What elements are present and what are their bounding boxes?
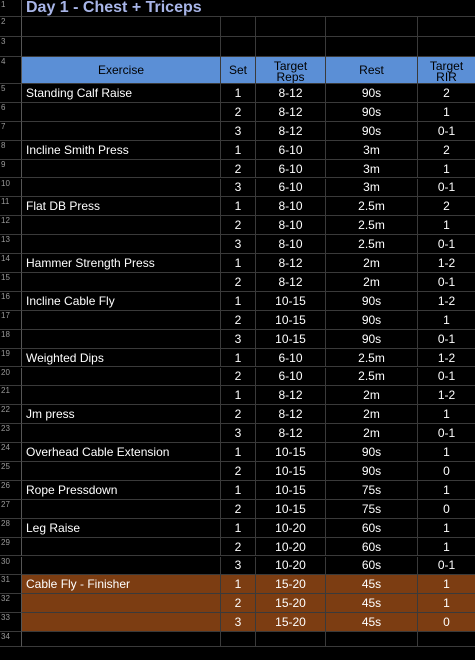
exercise-cell[interactable] [22,368,221,387]
exercise-cell[interactable]: Rope Pressdown [22,481,221,500]
target-reps-cell[interactable]: 10-15 [256,500,326,519]
cell[interactable] [418,632,475,647]
row-number[interactable]: 8 [0,141,22,160]
target-rir-cell[interactable]: 1-2 [418,254,475,273]
set-cell[interactable]: 1 [221,349,256,368]
row-number[interactable]: 22 [0,405,22,424]
row-number[interactable]: 5 [0,84,22,103]
target-rir-cell[interactable]: 1-2 [418,292,475,311]
header-set-label: Set [228,63,247,77]
row-number[interactable]: 10 [0,179,22,198]
header-set[interactable] [221,57,256,84]
row-number[interactable]: 19 [0,349,22,368]
exercise-cell[interactable]: Incline Cable Fly [22,292,221,311]
set-cell[interactable]: 2 [221,594,256,613]
row-number[interactable]: 30 [0,557,22,576]
target-rir-cell[interactable]: 1 [418,311,475,330]
target-reps-cell[interactable]: 6-10 [256,368,326,387]
rest-cell[interactable]: 90s [326,462,418,481]
set-cell[interactable]: 2 [221,405,256,424]
target-reps-cell[interactable]: 10-20 [256,519,326,538]
table-row [0,575,475,594]
table-row [0,311,475,330]
set-cell[interactable]: 1 [221,141,256,160]
rest-cell[interactable]: 45s [326,575,418,594]
header-row [0,57,475,84]
target-rir-cell[interactable]: 0-1 [418,122,475,141]
exercise-cell[interactable] [22,462,221,481]
table-row [0,405,475,424]
target-reps-cell[interactable]: 10-15 [256,481,326,500]
set-cell[interactable]: 1 [221,292,256,311]
target-rir-cell[interactable]: 2 [418,197,475,216]
table-row [0,557,475,576]
set-cell[interactable]: 2 [221,216,256,235]
row-number[interactable]: 12 [0,216,22,235]
row-number[interactable]: 20 [0,368,22,387]
row-number[interactable]: 27 [0,500,22,519]
table-row [0,179,475,198]
row-number[interactable]: 28 [0,519,22,538]
target-reps-cell[interactable]: 8-12 [256,103,326,122]
row-number[interactable]: 14 [0,254,22,273]
row-number[interactable]: 29 [0,538,22,557]
target-reps-cell[interactable]: 8-12 [256,386,326,405]
table-row [0,368,475,387]
rest-cell[interactable]: 3m [326,160,418,179]
sheet-title[interactable]: Day 1 - Chest + Triceps [22,0,475,17]
table-row [0,197,475,216]
set-cell[interactable]: 2 [221,538,256,557]
rest-cell[interactable]: 2.5m [326,216,418,235]
rest-cell[interactable]: 60s [326,538,418,557]
target-reps-cell[interactable]: 10-15 [256,443,326,462]
header-target-reps-line2: Reps [276,69,305,84]
set-cell[interactable]: 2 [221,311,256,330]
cell[interactable] [418,37,475,57]
table-row [0,462,475,481]
rest-cell[interactable]: 75s [326,481,418,500]
set-cell[interactable]: 2 [221,160,256,179]
row-number[interactable]: 31 [0,575,22,594]
exercise-cell[interactable]: Cable Fly - Finisher [22,575,221,594]
cell[interactable] [221,37,256,57]
target-rir-cell[interactable]: 1 [418,519,475,538]
table-row [0,519,475,538]
rest-cell[interactable]: 2.5m [326,349,418,368]
header-target-reps[interactable] [256,57,326,84]
target-reps-cell[interactable]: 6-10 [256,160,326,179]
header-exercise-label: Exercise [97,63,144,77]
rest-cell[interactable]: 2.5m [326,368,418,387]
set-cell[interactable]: 3 [221,179,256,198]
rest-cell[interactable]: 2m [326,254,418,273]
set-cell[interactable]: 2 [221,273,256,292]
set-cell[interactable]: 1 [221,575,256,594]
header-target-rir[interactable] [418,57,475,84]
target-rir-cell[interactable]: 0-1 [418,273,475,292]
target-rir-cell[interactable]: 1-2 [418,386,475,405]
cell[interactable] [22,632,221,647]
target-reps-cell[interactable]: 8-12 [256,405,326,424]
target-reps-cell[interactable]: 8-10 [256,216,326,235]
table-row [0,216,475,235]
row-number[interactable]: 4 [0,57,22,84]
row-number[interactable]: 13 [0,235,22,254]
target-rir-cell[interactable]: 2 [418,141,475,160]
exercise-cell[interactable]: Hammer Strength Press [22,254,221,273]
exercise-cell[interactable] [22,500,221,519]
exercise-cell[interactable] [22,235,221,254]
exercise-cell[interactable] [22,273,221,292]
target-reps-cell[interactable]: 10-20 [256,538,326,557]
target-rir-cell[interactable]: 0-1 [418,330,475,349]
exercise-cell[interactable]: Weighted Dips [22,349,221,368]
exercise-cell[interactable]: Standing Calf Raise [22,84,221,103]
row-number[interactable]: 11 [0,197,22,216]
exercise-cell[interactable] [22,311,221,330]
cell[interactable] [221,632,256,647]
target-rir-cell[interactable]: 2 [418,84,475,103]
table-row [0,292,475,311]
target-rir-cell[interactable]: 1 [418,103,475,122]
header-target-rir-line1: Target [429,58,464,73]
rest-cell[interactable]: 2.5m [326,197,418,216]
target-rir-cell[interactable]: 1 [418,481,475,500]
row-number[interactable]: 16 [0,292,22,311]
target-rir-cell[interactable]: 0 [418,613,475,632]
rest-cell[interactable]: 90s [326,84,418,103]
set-cell[interactable]: 3 [221,557,256,576]
target-rir-cell[interactable]: 1 [418,405,475,424]
exercise-cell[interactable]: Leg Raise [22,519,221,538]
target-reps-cell[interactable]: 15-20 [256,594,326,613]
cell[interactable] [326,17,418,37]
exercise-cell[interactable] [22,103,221,122]
target-reps-cell[interactable]: 10-20 [256,557,326,576]
row-number[interactable]: 34 [0,632,22,647]
table-row [0,235,475,254]
empty-row [0,17,475,37]
row-number[interactable]: 18 [0,330,22,349]
set-cell[interactable]: 2 [221,500,256,519]
rest-cell[interactable]: 3m [326,179,418,198]
target-rir-cell[interactable]: 1 [418,594,475,613]
target-reps-cell[interactable]: 8-10 [256,235,326,254]
empty-row [0,37,475,57]
exercise-cell[interactable] [22,216,221,235]
header-exercise[interactable] [22,57,221,84]
target-reps-cell[interactable]: 10-15 [256,330,326,349]
rest-cell[interactable]: 60s [326,557,418,576]
set-cell[interactable]: 1 [221,481,256,500]
table-row [0,443,475,462]
row-number[interactable]: 17 [0,311,22,330]
rest-cell[interactable]: 2m [326,405,418,424]
set-cell[interactable]: 1 [221,519,256,538]
set-cell[interactable]: 3 [221,613,256,632]
rest-cell[interactable]: 90s [326,122,418,141]
row-number[interactable]: 26 [0,481,22,500]
table-row [0,141,475,160]
rest-cell[interactable]: 90s [326,311,418,330]
exercise-cell[interactable] [22,594,221,613]
table-row [0,330,475,349]
cell[interactable] [256,632,326,647]
rest-cell[interactable]: 45s [326,594,418,613]
cell[interactable] [326,37,418,57]
target-rir-cell[interactable]: 1 [418,538,475,557]
set-cell[interactable]: 2 [221,462,256,481]
exercise-cell[interactable]: Flat DB Press [22,197,221,216]
header-target-rir-line2: RIR [436,69,457,84]
exercise-cell[interactable] [22,538,221,557]
exercise-cell[interactable] [22,386,221,405]
rest-cell[interactable]: 75s [326,500,418,519]
empty-row [0,632,475,647]
target-reps-cell[interactable]: 8-12 [256,122,326,141]
cell[interactable] [418,17,475,37]
target-rir-cell[interactable]: 0-1 [418,557,475,576]
target-rir-cell[interactable]: 1-2 [418,349,475,368]
cell[interactable] [256,17,326,37]
exercise-cell[interactable] [22,613,221,632]
set-cell[interactable]: 1 [221,197,256,216]
set-cell[interactable]: 3 [221,424,256,443]
row-number[interactable]: 25 [0,462,22,481]
title-row [0,0,475,17]
target-reps-cell[interactable]: 10-15 [256,292,326,311]
target-rir-cell[interactable]: 0-1 [418,179,475,198]
table-row [0,386,475,405]
row-number[interactable]: 1 [0,0,22,17]
table-row [0,424,475,443]
rest-cell[interactable]: 2m [326,273,418,292]
exercise-cell[interactable] [22,179,221,198]
table-row [0,500,475,519]
table-row [0,613,475,632]
row-number[interactable]: 3 [0,37,22,57]
set-cell[interactable]: 1 [221,84,256,103]
row-number[interactable]: 2 [0,17,22,37]
target-rir-cell[interactable]: 0-1 [418,235,475,254]
row-number[interactable]: 7 [0,122,22,141]
target-rir-cell[interactable]: 1 [418,216,475,235]
header-rest-label: Rest [359,63,384,77]
set-cell[interactable]: 2 [221,368,256,387]
target-reps-cell[interactable]: 8-12 [256,254,326,273]
header-target-reps-line1: Target [273,58,308,73]
rest-cell[interactable]: 60s [326,519,418,538]
rest-cell[interactable]: 2m [326,386,418,405]
table-row [0,103,475,122]
table-row [0,273,475,292]
cell[interactable] [326,632,418,647]
target-reps-cell[interactable]: 8-10 [256,197,326,216]
cell[interactable] [256,37,326,57]
target-reps-cell[interactable]: 6-10 [256,141,326,160]
table-row [0,160,475,179]
rest-cell[interactable]: 90s [326,103,418,122]
rest-cell[interactable]: 45s [326,613,418,632]
target-rir-cell[interactable]: 0 [418,500,475,519]
table-row [0,481,475,500]
rest-cell[interactable]: 3m [326,141,418,160]
row-number[interactable]: 23 [0,424,22,443]
row-number[interactable]: 32 [0,594,22,613]
table-row [0,538,475,557]
target-rir-cell[interactable]: 1 [418,443,475,462]
set-cell[interactable]: 2 [221,103,256,122]
row-number[interactable]: 15 [0,273,22,292]
table-row [0,594,475,613]
target-reps-cell[interactable]: 8-12 [256,424,326,443]
exercise-cell[interactable]: Jm press [22,405,221,424]
exercise-cell[interactable] [22,557,221,576]
target-reps-cell[interactable]: 8-12 [256,84,326,103]
table-row [0,84,475,103]
table-row [0,254,475,273]
exercise-cell[interactable] [22,330,221,349]
header-rest[interactable] [326,57,418,84]
set-cell[interactable]: 1 [221,386,256,405]
exercise-cell[interactable] [22,122,221,141]
target-reps-cell[interactable]: 15-20 [256,575,326,594]
rest-cell[interactable]: 2.5m [326,235,418,254]
target-reps-cell[interactable]: 6-10 [256,349,326,368]
exercise-cell[interactable] [22,424,221,443]
set-cell[interactable]: 3 [221,122,256,141]
target-rir-cell[interactable]: 0-1 [418,368,475,387]
set-cell[interactable]: 1 [221,443,256,462]
rest-cell[interactable]: 2m [326,424,418,443]
set-cell[interactable]: 3 [221,330,256,349]
exercise-cell[interactable] [22,160,221,179]
row-number[interactable]: 21 [0,386,22,405]
target-rir-cell[interactable]: 0-1 [418,424,475,443]
rest-cell[interactable]: 90s [326,330,418,349]
target-reps-cell[interactable]: 10-15 [256,311,326,330]
target-rir-cell[interactable]: 1 [418,575,475,594]
target-rir-cell[interactable]: 0 [418,462,475,481]
target-reps-cell[interactable]: 10-15 [256,462,326,481]
cell[interactable] [221,17,256,37]
exercise-cell[interactable]: Overhead Cable Extension [22,443,221,462]
row-number[interactable]: 6 [0,103,22,122]
set-cell[interactable]: 1 [221,254,256,273]
table-row [0,122,475,141]
target-reps-cell[interactable]: 15-20 [256,613,326,632]
cell[interactable] [22,17,221,37]
exercise-cell[interactable]: Incline Smith Press [22,141,221,160]
target-reps-cell[interactable]: 8-12 [256,273,326,292]
rest-cell[interactable]: 90s [326,292,418,311]
target-reps-cell[interactable]: 6-10 [256,179,326,198]
rest-cell[interactable]: 90s [326,443,418,462]
row-number[interactable]: 9 [0,160,22,179]
table-row [0,349,475,368]
set-cell[interactable]: 3 [221,235,256,254]
row-number[interactable]: 24 [0,443,22,462]
target-rir-cell[interactable]: 1 [418,160,475,179]
cell[interactable] [22,37,221,57]
row-number[interactable]: 33 [0,613,22,632]
